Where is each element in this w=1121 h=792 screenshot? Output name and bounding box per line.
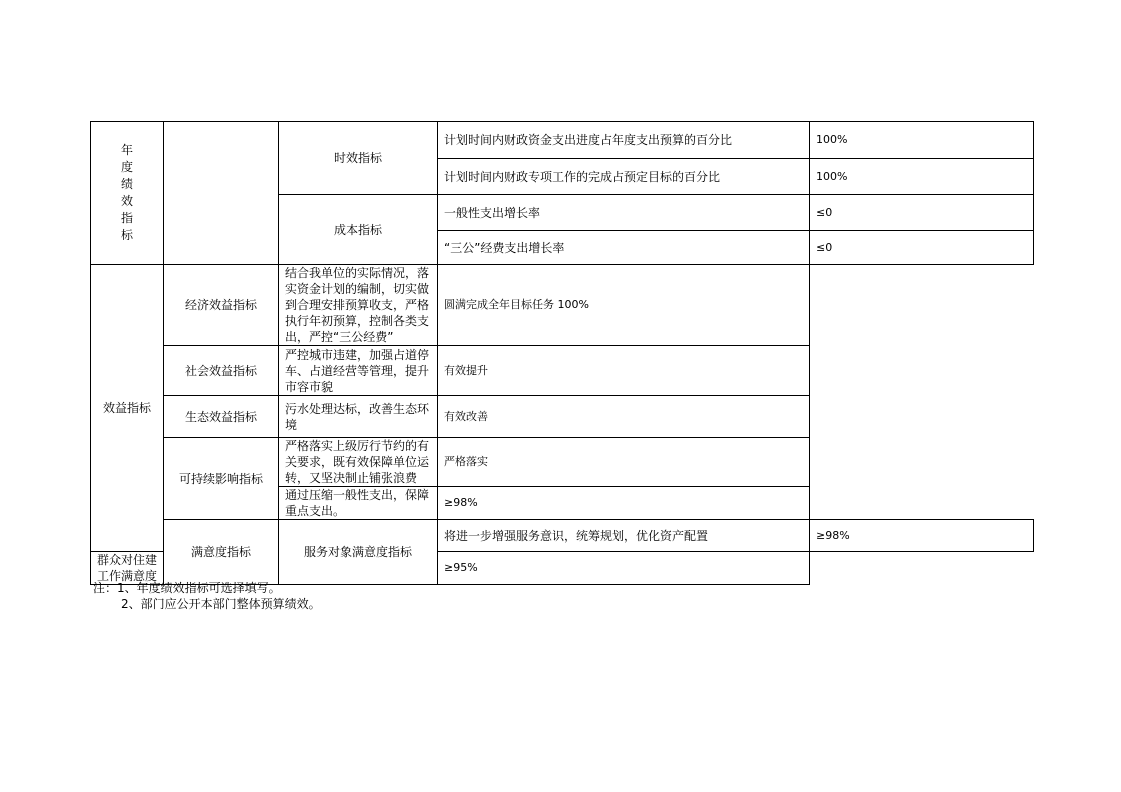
second-level-indicator-benefit: 效益指标 <box>91 265 164 552</box>
second-level-indicator-satisfaction: 满意度指标 <box>164 520 279 585</box>
indicator-target-cell: 有效改善 <box>438 396 810 438</box>
indicator-content-cell: 通过压缩一般性支出，保障重点支出。 <box>279 487 438 520</box>
note-line-2: 2、部门应公开本部门整体预算绩效。 <box>121 597 321 611</box>
indicator-target-cell: ≥98% <box>438 487 810 520</box>
table-row <box>91 265 1034 346</box>
indicator-content-cell: 群众对住建工作满意度 <box>91 552 164 585</box>
table-notes <box>93 580 321 612</box>
table-row <box>91 520 1034 552</box>
table-row <box>91 346 1034 396</box>
indicator-content-cell: 结合我单位的实际情况，落实资金计划的编制，切实做到合理安排预算收支，严格执行年初预算，控制各类支出，严控“三公经费” <box>279 265 438 346</box>
third-level-indicator-social: 社会效益指标 <box>164 346 279 396</box>
second-level-indicator-cell-empty <box>164 122 279 265</box>
third-level-indicator-sustainable: 可持续影响指标 <box>164 438 279 520</box>
indicator-content-cell: 将进一步增强服务意识，统筹规划，优化资产配置 <box>438 520 810 552</box>
indicator-content-cell: “三公”经费支出增长率 <box>438 231 810 265</box>
third-level-indicator-service-satisfaction: 服务对象满意度指标 <box>279 520 438 585</box>
table-row <box>91 122 1034 159</box>
indicator-content-cell: 污水处理达标，改善生态环境 <box>279 396 438 438</box>
third-level-indicator-timeliness: 时效指标 <box>279 122 438 195</box>
indicator-target-cell: 严格落实 <box>438 438 810 487</box>
table-row <box>91 396 1034 438</box>
indicator-content-cell: 严控城市违建，加强占道停车、占道经营等管理，提升市容市貌 <box>279 346 438 396</box>
first-level-indicator-cell <box>91 122 164 265</box>
indicator-target-cell: ≤0 <box>810 195 1034 231</box>
performance-indicator-table <box>90 121 1034 585</box>
indicator-content-cell: 一般性支出增长率 <box>438 195 810 231</box>
first-level-indicator-label: 年度绩效指标 <box>120 143 133 242</box>
indicator-target-cell: ≥98% <box>810 520 1034 552</box>
indicator-target-cell: 圆满完成全年目标任务 100% <box>438 265 810 346</box>
indicator-content-cell: 计划时间内财政专项工作的完成占预定目标的百分比 <box>438 159 810 195</box>
indicator-target-cell: ≥95% <box>438 552 810 585</box>
indicator-target-cell: ≤0 <box>810 231 1034 265</box>
indicator-content-cell: 严格落实上级厉行节约的有关要求，既有效保障单位运转，又坚决制止铺张浪费 <box>279 438 438 487</box>
indicator-content-cell: 计划时间内财政资金支出进度占年度支出预算的百分比 <box>438 122 810 159</box>
third-level-indicator-ecological: 生态效益指标 <box>164 396 279 438</box>
third-level-indicator-economic: 经济效益指标 <box>164 265 279 346</box>
third-level-indicator-cost: 成本指标 <box>279 195 438 265</box>
table-row <box>91 438 1034 487</box>
indicator-target-cell: 100% <box>810 122 1034 159</box>
note-line-1: 注：1、年度绩效指标可选择填写。 <box>93 581 281 595</box>
indicator-target-cell: 100% <box>810 159 1034 195</box>
indicator-target-cell: 有效提升 <box>438 346 810 396</box>
